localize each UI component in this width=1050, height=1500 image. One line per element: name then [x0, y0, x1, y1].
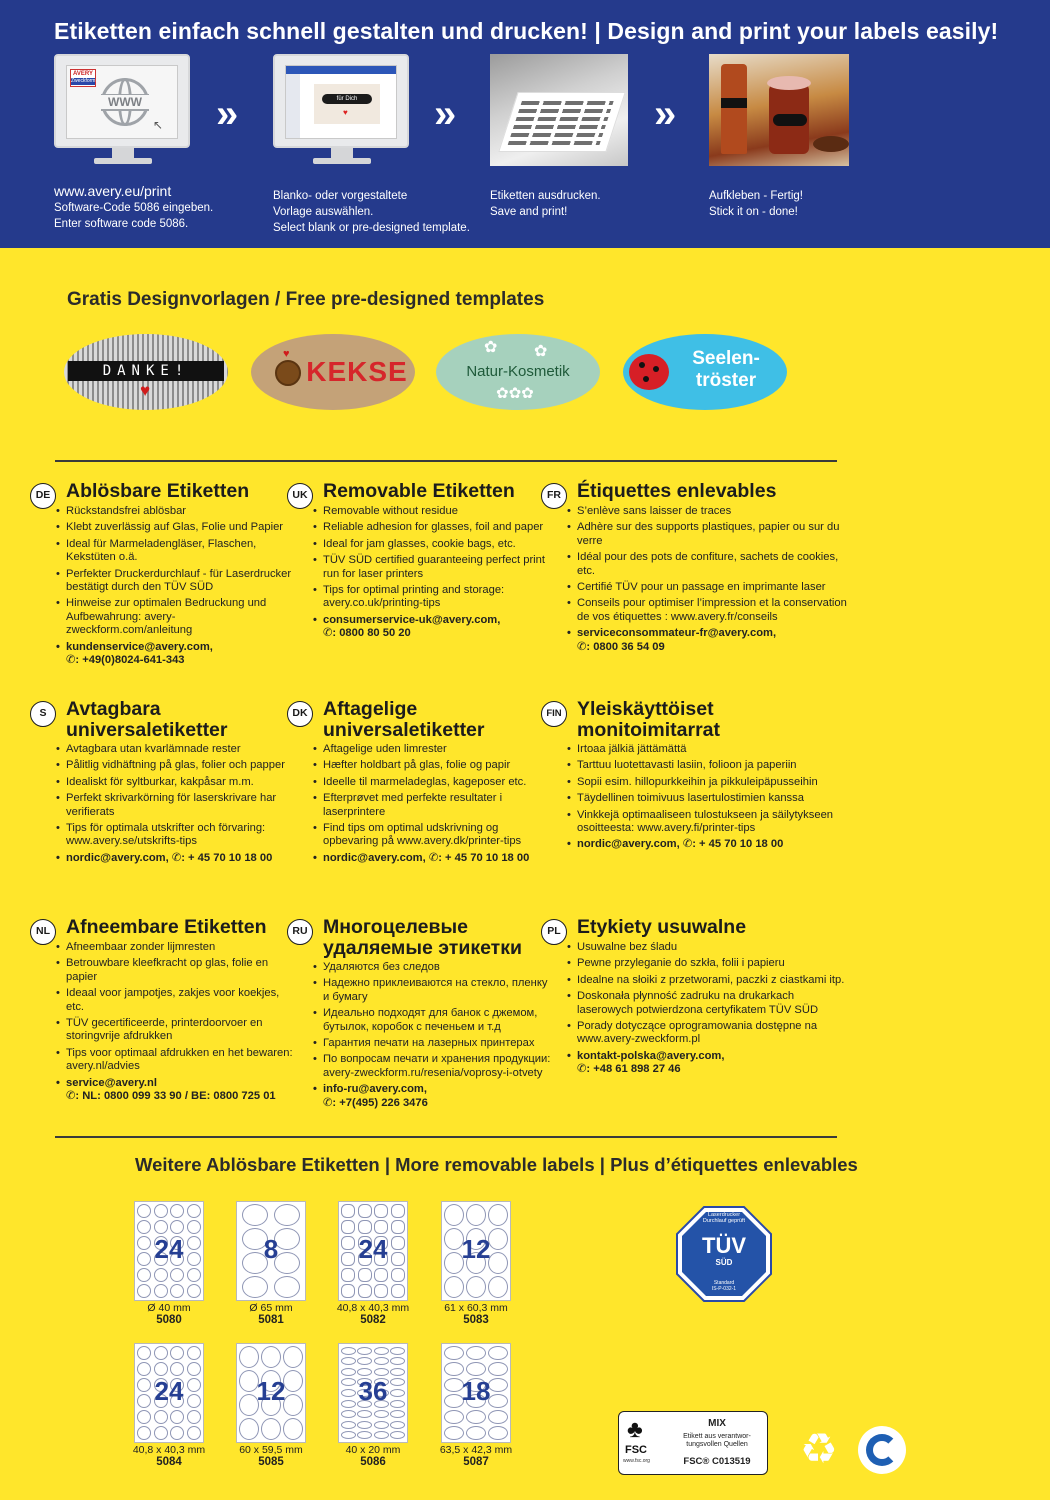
label-sheet-5086	[338, 1343, 408, 1443]
label-outline	[154, 1426, 168, 1440]
sheet-dimensions: 40,8 x 40,3 mm	[336, 1302, 410, 1314]
lang-title: Ablösbare Etiketten	[66, 480, 250, 502]
label-sheet-5087	[441, 1343, 511, 1443]
lang-bullet: • Reliable adhesion for glasses, foil and paper	[313, 521, 553, 534]
header-title: Etiketten einfach schnell gestalten und drucken! | Design and print your labels easily!	[54, 18, 999, 44]
label-outline	[390, 1431, 405, 1439]
label-outline	[170, 1220, 184, 1234]
label-outline	[390, 1410, 405, 1418]
label-outline	[374, 1431, 389, 1439]
lang-bullet: • Idealiskt för syltburkar, kakpåsar m.m.	[56, 776, 296, 789]
sheet-count: 24	[154, 1376, 184, 1406]
label-outline	[374, 1284, 388, 1298]
sheet-dimensions: 40 x 20 mm	[345, 1444, 401, 1456]
label-outline	[341, 1431, 356, 1439]
lang-bullet: • Tips voor optimaal afdrukken en het bewaren: avery.nl/advies	[56, 1047, 296, 1074]
lang-badge: PL	[541, 919, 567, 945]
label-outline	[488, 1204, 508, 1226]
label-outline	[444, 1276, 464, 1298]
label-outline	[357, 1368, 372, 1376]
monitor-www-image	[54, 54, 194, 166]
label-outline	[444, 1204, 464, 1226]
label-outline	[170, 1346, 184, 1360]
contact-phone[interactable]: ✆: +48 61 898 27 46	[577, 1063, 681, 1076]
lang-title: Avtagbara universaletiketter	[66, 698, 228, 741]
label-outline	[137, 1284, 151, 1298]
lang-bullets	[56, 743, 296, 868]
lang-contact[interactable]	[567, 1050, 847, 1077]
lang-bullet: • TÜV gecertificeerde, printerdoorvoer en storingvrije afdrukken	[56, 1017, 296, 1044]
label-outline	[341, 1204, 355, 1218]
divider	[55, 460, 837, 462]
label-outline	[390, 1368, 405, 1376]
label-outline	[358, 1284, 372, 1298]
lang-contact[interactable]	[313, 852, 553, 865]
lang-bullet: • Certifié TÜV pour un passage en imprimante laser	[567, 581, 847, 594]
label-outline	[374, 1368, 389, 1376]
lang-bullet: • Sopii esim. hillopurkkeihin ja pikkuleipäpusseihin	[567, 776, 847, 789]
contact-email[interactable]: • nordic@avery.com, ✆: + 45 70 10 18 00	[323, 851, 530, 864]
label-outline	[444, 1410, 464, 1424]
label-outline	[466, 1204, 486, 1226]
lang-bullet: • Tips för optimala utskrifter och förvaring: www.avery.se/utskrifts-tips	[56, 822, 296, 849]
lang-bullet: • Perfekt skrivarkörning för laserskrivare har verifierats	[56, 792, 296, 819]
label-outline	[187, 1204, 201, 1218]
label-outline	[187, 1410, 201, 1424]
label-outline	[170, 1268, 184, 1282]
template-danke: DANKE! ♥	[64, 334, 228, 410]
contact-phone[interactable]: ✆: +7(495) 226 3476	[323, 1096, 428, 1109]
flower-icon: ✿	[484, 339, 498, 356]
label-outline	[137, 1426, 151, 1440]
lang-bullet: • Perfekter Druckerdurchlauf - für Laserdrucker bestätigt durch den TÜV SÜD	[56, 568, 296, 595]
label-sheet-5085	[236, 1343, 306, 1443]
contact-email[interactable]: • kundenservice@avery.com,	[66, 640, 213, 653]
label-outline	[341, 1220, 355, 1234]
label-outline	[242, 1204, 268, 1226]
contact-email[interactable]: • info-ru@avery.com,	[323, 1083, 427, 1096]
label-outline	[374, 1357, 389, 1365]
label-outline	[187, 1346, 201, 1360]
label-outline	[341, 1268, 355, 1282]
label-outline	[374, 1421, 389, 1429]
sheet-dimensions: Ø 65 mm	[249, 1302, 293, 1314]
label-outline	[466, 1276, 486, 1298]
label-outline	[261, 1346, 281, 1368]
lang-badge: FR	[541, 483, 567, 509]
lang-bullet: • Täydellinen toimivuus lasertulostimien kanssa	[567, 792, 847, 805]
sheet-count: 12	[256, 1376, 286, 1406]
lang-contact[interactable]	[567, 627, 847, 654]
tuv-main-text: TÜV	[702, 1233, 746, 1258]
lang-bullet: • Vinkkejä optimaaliseen tulostukseen ja säilytykseen osoitteesta: www.avery.fi/printer-tips	[567, 809, 847, 836]
lang-badge: NL	[30, 919, 56, 945]
label-outline	[239, 1418, 259, 1440]
divider	[55, 1136, 837, 1138]
lang-bullets	[313, 961, 553, 1113]
monitor-template-image	[273, 54, 413, 166]
label-sheet-5084	[134, 1343, 204, 1443]
label-outline	[466, 1362, 486, 1376]
label-sheet-5081	[236, 1201, 306, 1301]
label-outline	[390, 1421, 405, 1429]
lang-bullet: • TÜV SÜD certified guaranteeing perfect print run for laser printers	[313, 554, 553, 581]
jars-photo	[709, 54, 849, 166]
label-outline	[239, 1346, 259, 1368]
contact-email[interactable]: • nordic@avery.com, ✆: + 45 70 10 18 00	[66, 851, 273, 864]
lang-bullets	[567, 743, 847, 855]
label-outline	[391, 1268, 405, 1282]
lang-badge: UK	[287, 483, 313, 509]
label-outline	[358, 1268, 372, 1282]
lang-bullet: • Ideal for jam glasses, cookie bags, etc.	[313, 538, 553, 551]
lang-bullet: • Надежно приклеиваются на стекло, пленку и бумагу	[313, 977, 553, 1004]
lang-bullet: • Idealne na słoiki z przetworami, paczki z ciastkami itp.	[567, 974, 847, 987]
label-outline	[242, 1276, 268, 1298]
contact-phone[interactable]: ✆: +49(0)8024-641-343	[66, 654, 185, 667]
tuv-standard-text: Standard	[713, 1280, 735, 1286]
lang-bullet: • Удаляются без следов	[313, 961, 553, 974]
step-1-caption: www.avery.eu/print Software-Code 5086 eingeben. Enter software code 5086.	[54, 183, 214, 230]
fsc-certificate: ♣ FSC www.fsc.org MIX Etikett aus verantwor- tungsvollen Quellen FSC® C013519	[618, 1411, 768, 1475]
lang-bullet: • Hinweise zur optimalen Bedruckung und Aufbewahrung: avery-zweckform.com/anleitung	[56, 597, 296, 637]
lang-bullet: • S’enlève sans laisser de traces	[567, 505, 847, 518]
lang-title: Многоцелевые удаляемые этикетки	[323, 916, 522, 959]
lang-bullet: • Adhère sur des supports plastiques, papier ou sur du verre	[567, 521, 847, 548]
lang-badge: DE	[30, 483, 56, 509]
step-arrow-1: »	[216, 92, 239, 136]
lang-bullets	[567, 941, 847, 1080]
template-kekse: ♥ KEKSE	[251, 334, 415, 410]
lang-bullet: • Tarttuu luotettavasti lasiin, folioon ja paperiin	[567, 759, 847, 772]
label-outline	[466, 1346, 486, 1360]
cursor-icon: ↖	[153, 118, 164, 132]
label-outline	[358, 1204, 372, 1218]
label-outline	[341, 1357, 356, 1365]
label-outline	[391, 1220, 405, 1234]
lang-contact[interactable]	[313, 614, 553, 641]
label-outline	[137, 1346, 151, 1360]
template-natur-kosmetik: ✿ ✿ Natur-Kosmetik ✿✿✿	[436, 334, 600, 410]
lang-contact[interactable]	[56, 852, 296, 865]
lang-bullet: • Hæfter holdbart på glas, folie og papir	[313, 759, 553, 772]
lang-bullet: • Betrouwbare kleefkracht op glas, folie en papier	[56, 957, 296, 984]
sheet-code: 5085	[258, 1456, 284, 1468]
label-outline	[154, 1220, 168, 1234]
sheet-dimensions: 63,5 x 42,3 mm	[439, 1444, 513, 1456]
heart-icon: ♥	[283, 348, 290, 360]
sheet-dimensions: 60 x 59,5 mm	[239, 1444, 303, 1456]
label-outline	[154, 1410, 168, 1424]
label-outline	[341, 1284, 355, 1298]
lang-title: Afneembare Etiketten	[66, 916, 267, 938]
label-outline	[391, 1284, 405, 1298]
globe-icon: WWW	[101, 78, 149, 126]
label-outline	[357, 1347, 372, 1355]
lang-title: Aftagelige universaletiketter	[323, 698, 485, 741]
label-outline	[283, 1346, 303, 1368]
lang-bullets	[56, 941, 296, 1106]
label-sheet-5082	[338, 1201, 408, 1301]
label-outline	[374, 1220, 388, 1234]
lang-bullet: • Klebt zuverlässig auf Glas, Folie und Papier	[56, 521, 296, 534]
template-seelentroester: Seelen- tröster	[623, 334, 787, 410]
label-outline	[170, 1284, 184, 1298]
label-outline	[444, 1346, 464, 1360]
lang-contact[interactable]	[313, 1083, 553, 1110]
lang-bullets	[567, 505, 847, 657]
label-outline	[374, 1204, 388, 1218]
label-outline	[357, 1410, 372, 1418]
label-outline	[488, 1410, 508, 1424]
label-outline	[391, 1204, 405, 1218]
sheet-code: 5084	[156, 1456, 182, 1468]
label-outline	[154, 1268, 168, 1282]
lang-bullet: • Pålitlig vidhäftning på glas, folier och papper	[56, 759, 296, 772]
label-outline	[488, 1426, 508, 1440]
label-outline	[187, 1220, 201, 1234]
sheet-count: 24	[358, 1234, 388, 1264]
label-outline	[187, 1268, 201, 1282]
tuv-standard-code: IS-P-032-1	[711, 1286, 737, 1292]
blossom-branch-icon: ✿✿✿	[496, 385, 534, 402]
label-outline	[187, 1426, 201, 1440]
label-outline	[488, 1276, 508, 1298]
label-outline	[154, 1284, 168, 1298]
label-outline	[357, 1421, 372, 1429]
templates-title: Gratis Designvorlagen / Free pre-designed templates	[67, 289, 545, 310]
lang-bullet: • Pewne przyleganie do szkła, folii i papieru	[567, 957, 847, 970]
label-outline	[466, 1426, 486, 1440]
lang-bullet: • Conseils pour optimiser l’impression et la conservation de vos étiquettes : www.avery.fr/conseils	[567, 597, 847, 624]
label-outline	[137, 1220, 151, 1234]
sheet-dimensions: 61 x 60,3 mm	[444, 1302, 508, 1314]
label-outline	[137, 1204, 151, 1218]
sheet-count: 18	[461, 1376, 491, 1406]
label-outline	[170, 1410, 184, 1424]
lang-bullet: • Tips for optimal printing and storage: avery.co.uk/printing-tips	[313, 584, 553, 611]
lang-contact[interactable]	[56, 641, 296, 668]
lang-badge: S	[30, 701, 56, 727]
recycle-icon: ♻	[800, 1425, 838, 1472]
label-outline	[137, 1268, 151, 1282]
lang-bullet: • Ideaal voor jampotjes, zakjes voor koekjes, etc.	[56, 987, 296, 1014]
lang-bullet: • По вопросам печати и хранения продукции: avery-zweckform.ru/resenia/voprosy-i-otvety	[313, 1053, 553, 1080]
lang-bullet: • Avtagbara utan kvarlämnade rester	[56, 743, 296, 756]
label-outline	[390, 1357, 405, 1365]
lang-bullet: • Doskonała płynność zadruku na drukarkach laserowych potwierdzona certyfikatem TÜV SÜD	[567, 990, 847, 1017]
sheet-count: 12	[461, 1234, 491, 1264]
lang-bullet: • Идеально подходят для банок с джемом, бутылок, коробок с печеньем и т.д	[313, 1007, 553, 1034]
avery-logo: AVERY Zweckform	[70, 69, 96, 87]
label-outline	[341, 1421, 356, 1429]
green-dot-icon	[858, 1426, 906, 1474]
sheet-dimensions: Ø 40 mm	[147, 1302, 191, 1314]
label-outline	[274, 1276, 300, 1298]
lang-badge: DK	[287, 701, 313, 727]
lang-bullets	[313, 743, 553, 868]
lang-bullet: • Afneembaar zonder lijmresten	[56, 941, 296, 954]
lang-bullet: • Porady dotyczące oprogramowania dostępne na www.avery-zweckform.pl	[567, 1020, 847, 1047]
step-arrow-3: »	[654, 92, 677, 136]
lang-bullet: • Ideal für Marmeladengläser, Flaschen, Kekstüten o.ä.	[56, 538, 296, 565]
header-band	[0, 0, 1050, 248]
lang-contact[interactable]	[56, 1077, 296, 1104]
contact-email[interactable]: • nordic@avery.com, ✆: + 45 70 10 18 00	[577, 838, 784, 851]
label-outline	[488, 1362, 508, 1376]
label-outline	[341, 1347, 356, 1355]
lang-badge: FIN	[541, 701, 567, 727]
more-labels-title: Weitere Ablösbare Etiketten | More removable labels | Plus d’étiquettes enlevables	[135, 1154, 858, 1175]
lang-badge: RU	[287, 919, 313, 945]
lang-bullet: • Rückstandsfrei ablösbar	[56, 505, 296, 518]
contact-email[interactable]: • service@avery.nl	[66, 1076, 157, 1089]
sheet-code: 5081	[258, 1314, 284, 1326]
tuv-top-text: Laserdrucker Durchlauf geprüft	[702, 1212, 746, 1224]
lang-bullet: • Removable without residue	[313, 505, 553, 518]
step-2-caption: Blanko- oder vorgestaltete Vorlage auswählen. Select blank or pre-designed template.	[273, 190, 470, 234]
contact-email[interactable]: • serviceconsommateur-fr@avery.com,	[577, 627, 777, 640]
sheet-count: 8	[263, 1234, 279, 1264]
label-outline	[187, 1362, 201, 1376]
lang-bullets	[313, 505, 553, 644]
sheet-code: 5083	[463, 1314, 489, 1326]
label-outline	[137, 1410, 151, 1424]
lang-bullet: • Efterprøvet med perfekte resultater i laserprintere	[313, 792, 553, 819]
sheet-count: 36	[358, 1376, 388, 1406]
label-outline	[154, 1346, 168, 1360]
step-3-caption: Etiketten ausdrucken. Save and print!	[490, 190, 601, 218]
sheet-count: 24	[154, 1234, 184, 1264]
label-outline	[374, 1347, 389, 1355]
lang-bullets	[56, 505, 296, 670]
label-outline	[390, 1347, 405, 1355]
label-outline	[374, 1268, 388, 1282]
lang-title: Yleiskäyttöiset monitoimitarrat	[577, 698, 721, 741]
label-outline	[341, 1410, 356, 1418]
label-outline	[357, 1357, 372, 1365]
step-4	[709, 54, 909, 218]
label-outline	[357, 1431, 372, 1439]
label-outline	[261, 1418, 281, 1440]
label-outline	[341, 1368, 356, 1376]
flower-icon: ✿	[534, 343, 548, 360]
contact-phone[interactable]: ✆: NL: 0800 099 33 90 / BE: 0800 725 01	[66, 1090, 276, 1103]
label-outline	[154, 1204, 168, 1218]
label-outline	[170, 1426, 184, 1440]
label-outline	[170, 1362, 184, 1376]
heart-icon: ♥	[140, 381, 151, 400]
label-outline	[187, 1284, 201, 1298]
sheet-code: 5086	[360, 1456, 386, 1468]
label-outline	[488, 1346, 508, 1360]
lang-bullet: • Usuwalne bez śladu	[567, 941, 847, 954]
printer-photo	[490, 54, 630, 166]
label-outline	[137, 1362, 151, 1376]
lang-bullet: • Ideelle til marmeladeglas, kageposer etc.	[313, 776, 553, 789]
label-outline	[444, 1426, 464, 1440]
contact-email[interactable]: • consumerservice-uk@avery.com,	[323, 613, 501, 626]
label-outline	[283, 1418, 303, 1440]
sheet-code: 5087	[463, 1456, 489, 1468]
contact-phone[interactable]: ✆: 0800 36 54 09	[577, 640, 665, 653]
lang-title: Étiquettes enlevables	[577, 480, 777, 502]
lang-bullet: • Irtoaa jälkiä jättämättä	[567, 743, 847, 756]
label-outline	[154, 1362, 168, 1376]
lang-bullet: • Idéal pour des pots de confiture, sachets de cookies, etc.	[567, 551, 847, 578]
label-sheet-5083	[441, 1201, 511, 1301]
lang-bullet: • Aftagelige uden limrester	[313, 743, 553, 756]
sheet-code: 5080	[156, 1314, 182, 1326]
tuv-sub-text: SÜD	[715, 1258, 733, 1267]
label-outline	[444, 1362, 464, 1376]
contact-email[interactable]: • kontakt-polska@avery.com,	[577, 1049, 725, 1062]
fsc-tree-icon: ♣	[627, 1416, 643, 1443]
label-outline	[274, 1204, 300, 1226]
lang-bullet: • Find tips om optimal udskrivning og opbevaring på www.avery.dk/printer-tips	[313, 822, 553, 849]
sheet-code: 5082	[360, 1314, 386, 1326]
heart-icon: ♥	[343, 108, 348, 117]
label-outline	[374, 1410, 389, 1418]
step-arrow-2: »	[434, 92, 457, 136]
label-outline	[170, 1204, 184, 1218]
lang-title: Removable Etiketten	[323, 480, 515, 502]
sheet-dimensions: 40,8 x 40,3 mm	[132, 1444, 206, 1456]
template-preview-label: für Dich	[322, 94, 372, 104]
lang-bullet: • Гарантия печати на лазерных принтерах	[313, 1037, 553, 1050]
label-sheet-5080	[134, 1201, 204, 1301]
step-4-caption: Aufkleben - Fertig! Stick it on - done!	[709, 190, 803, 218]
contact-phone[interactable]: ✆: 0800 80 50 20	[323, 627, 411, 640]
label-outline	[466, 1410, 486, 1424]
label-outline	[358, 1220, 372, 1234]
lang-title: Etykiety usuwalne	[577, 916, 747, 938]
lang-contact[interactable]	[567, 838, 847, 851]
ladybug-icon	[629, 354, 669, 390]
